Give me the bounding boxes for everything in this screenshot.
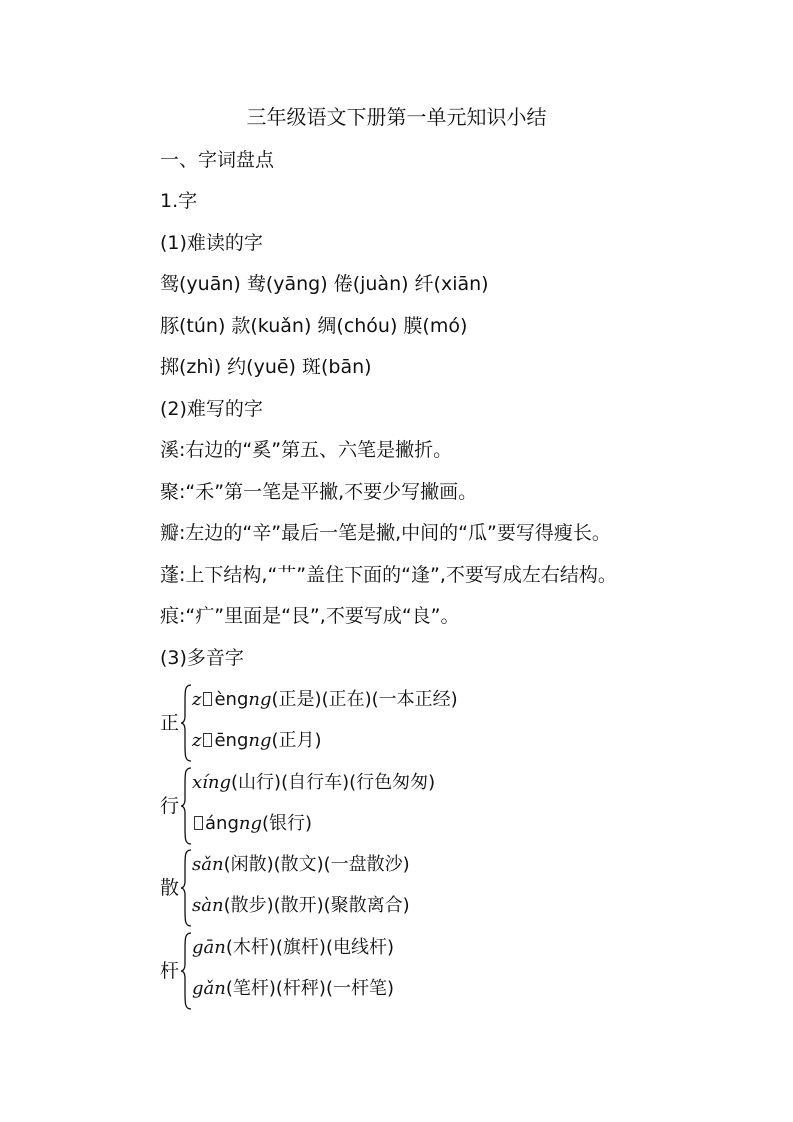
polyphone-group <box>160 930 680 1012</box>
page-title <box>0 104 793 130</box>
curly-brace-icon <box>180 765 192 847</box>
missing-glyph-icon <box>203 692 212 706</box>
pinyin: z <box>192 689 202 710</box>
polyphone-reading <box>192 771 435 795</box>
polyphone-reading <box>192 812 312 836</box>
pinyin: z <box>192 730 202 751</box>
example-words: (银行) <box>262 813 313 834</box>
polyphone-char: 杆 <box>160 960 180 982</box>
curly-brace-icon <box>180 847 192 929</box>
subheading-hard-to-write: (2)难写的字 <box>160 398 263 420</box>
pinyin: xíng <box>192 772 232 793</box>
missing-glyph-icon <box>203 733 212 747</box>
polyphone-group <box>160 682 680 764</box>
polyphone-char: 行 <box>160 795 180 817</box>
polyphone-char: 正 <box>160 712 180 734</box>
pinyin: sǎn <box>192 854 224 875</box>
pinyin-tone: ēng <box>214 730 249 751</box>
example-words: (木杆)(旗杆)(电线杆) <box>225 937 394 958</box>
example-words: (正月) <box>271 730 322 751</box>
pinyin: gān <box>192 937 226 958</box>
hard-to-write-note-4: 蓬:上下结构,“艹”盖住下面的“逢”,不要写成左右结构。 <box>160 564 617 586</box>
polyphone-reading <box>192 936 394 960</box>
section-heading-vocabulary: 一、字词盘点 <box>160 149 275 171</box>
pinyin: gǎn <box>192 978 226 999</box>
curly-brace-icon <box>180 930 192 1012</box>
missing-glyph-icon <box>194 816 203 830</box>
polyphone-group <box>160 847 680 929</box>
pinyin-tone: èng <box>214 689 249 710</box>
polyphone-reading <box>192 894 410 918</box>
polyphone-group <box>160 765 680 847</box>
title-unit-summary: 第一单元知识小结 <box>386 105 547 129</box>
pinyin-tail: ng <box>248 689 272 710</box>
subheading-hard-to-read: (1)难读的字 <box>160 232 263 254</box>
pinyin: sàn <box>192 895 224 916</box>
title-grade-subject: 三年级语文下册 <box>246 105 387 129</box>
hard-to-write-note-2: 聚:“禾”第一笔是平撇,不要少写撇画。 <box>160 481 478 503</box>
hard-to-write-note-1: 溪:右边的“奚”第五、六笔是撇折。 <box>160 439 453 461</box>
curly-brace-icon <box>180 682 192 764</box>
polyphone-reading <box>192 853 410 877</box>
hard-to-read-line-3: 掷(zhì) 约(yuē) 斑(bān) <box>160 356 372 378</box>
polyphone-reading <box>192 977 394 1001</box>
pinyin-tone: áng <box>205 813 239 834</box>
pinyin-tail: ng <box>248 730 272 751</box>
pinyin-tail: ng <box>238 813 262 834</box>
example-words: (散步)(散开)(聚散离合) <box>223 895 410 916</box>
hard-to-read-line-2: 豚(tún) 款(kuǎn) 绸(chóu) 膜(mó) <box>160 315 468 337</box>
polyphone-reading <box>192 729 322 753</box>
example-words: (正是)(正在)(一本正经) <box>271 689 458 710</box>
hard-to-write-note-3: 瓣:左边的“辛”最后一笔是撇,中间的“瓜”要写得瘦长。 <box>160 522 611 544</box>
subheading-polyphones: (3)多音字 <box>160 647 244 669</box>
hard-to-write-note-5: 痕:“疒”里面是“艮”,不要写成“良”。 <box>160 605 460 627</box>
subsection-characters: 1.字 <box>160 190 198 212</box>
polyphone-char: 散 <box>160 877 180 899</box>
example-words: (笔杆)(杆秤)(一杆笔) <box>225 978 394 999</box>
example-words: (山行)(自行车)(行色匆匆) <box>231 772 436 793</box>
hard-to-read-line-1: 鸳(yuān) 鸯(yāng) 倦(juàn) 纤(xiān) <box>160 273 489 295</box>
polyphone-reading <box>192 688 458 712</box>
example-words: (闲散)(散文)(一盘散沙) <box>223 854 410 875</box>
